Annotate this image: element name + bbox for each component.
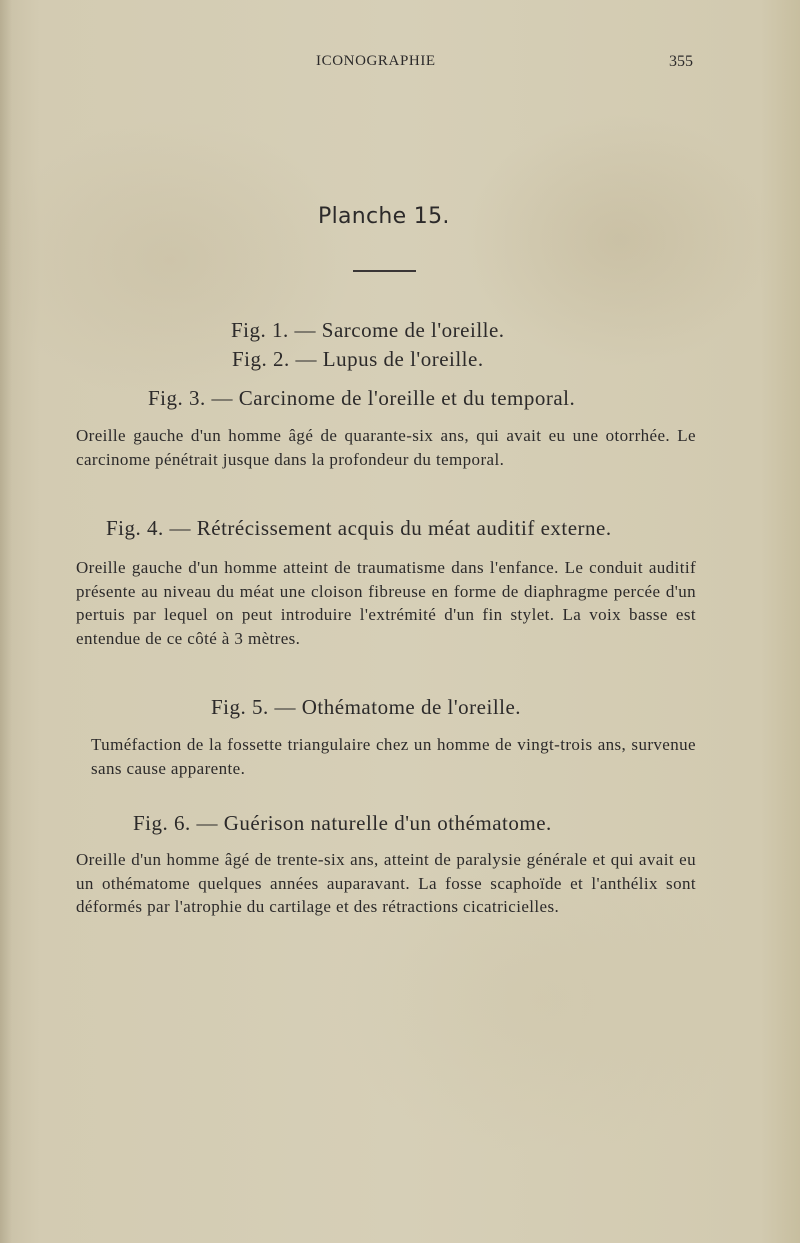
fig3-caption: Fig. 3. — Carcinome de l'oreille et du temporal. — [148, 386, 576, 410]
page-edge-shadow — [0, 0, 12, 1243]
fig3-description: Oreille gauche d'un homme âgé de quarante-six ans, qui avait eu une otorrhée. Le carcinome pénétrait jusque dans la profondeur du temporal. — [76, 426, 696, 469]
fig4-caption: Fig. 4. — Rétrécissement acquis du méat auditif externe. — [106, 516, 612, 540]
page-number: 355 — [669, 53, 693, 70]
fig6-description: Oreille d'un homme âgé de trente-six ans, atteint de paralysie générale et qui avait eu un othématome quelques années auparavant. La fosse scaphoïde et l'anthélix sont déformés par l'atrophie du cartilage et des rétractions cicatricielles. — [76, 850, 696, 916]
fig1-caption: Fig. 1. — Sarcome de l'oreille. — [231, 318, 505, 342]
fig5-description: Tuméfaction de la fossette triangulaire chez un homme de vingt-trois ans, survenue sans cause apparente. — [91, 735, 696, 778]
title-rule-divider — [353, 270, 416, 272]
fig2-caption: Fig. 2. — Lupus de l'oreille. — [232, 347, 484, 371]
running-title: ICONOGRAPHIE — [316, 53, 436, 69]
plate-title: Planche 15. — [318, 204, 450, 229]
fig4-description: Oreille gauche d'un homme atteint de traumatisme dans l'enfance. Le conduit auditif présente au niveau du méat une cloison fibreuse en forme de diaphragme percée d'un pertuis par lequel on peut introduire l'extrémité d'un fin stylet. La voix basse est entendue de ce côté à 3 mètres. — [76, 558, 696, 648]
fig5-caption: Fig. 5. — Othématome de l'oreille. — [211, 695, 522, 719]
fig6-caption: Fig. 6. — Guérison naturelle d'un othématome. — [133, 811, 552, 835]
